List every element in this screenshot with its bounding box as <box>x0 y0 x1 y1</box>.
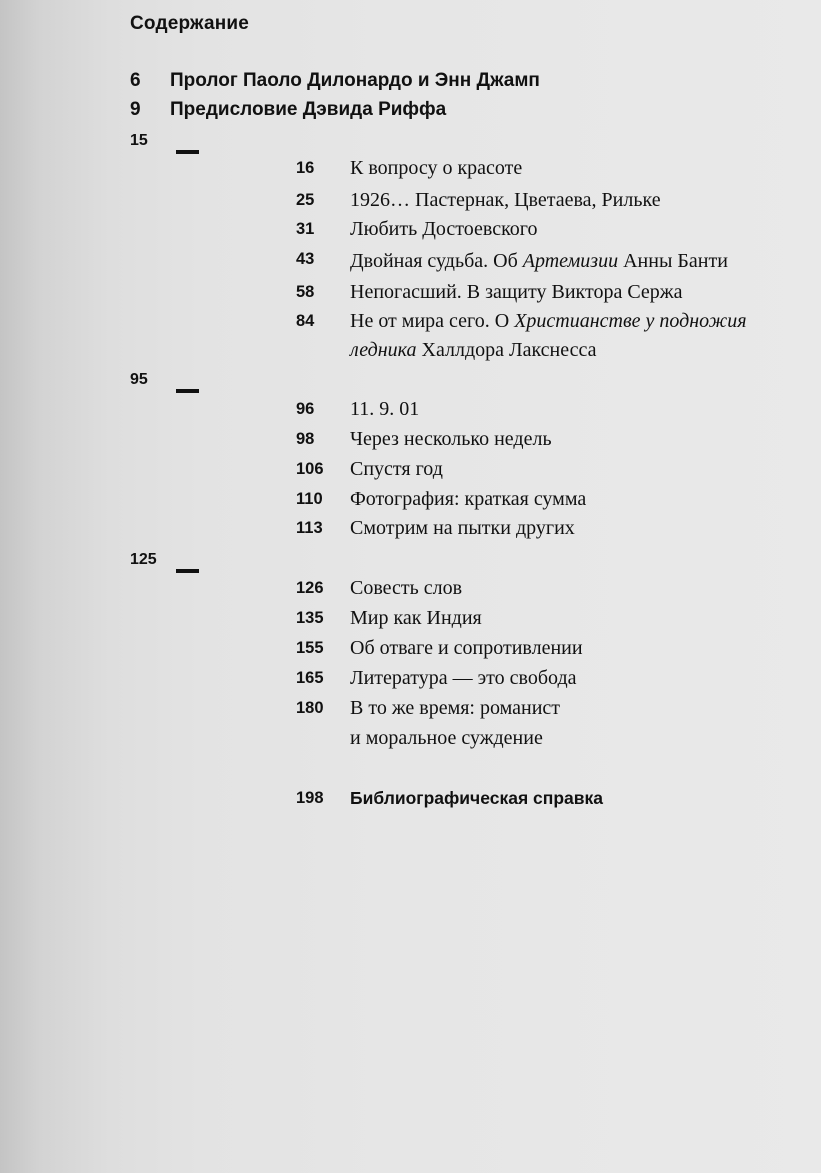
section-2-page: 95 <box>130 371 148 388</box>
entry-title[interactable]: Об отваге и сопротивлении <box>350 637 583 659</box>
entry-title[interactable]: Смотрим на пытки других <box>350 517 575 539</box>
section-3-page: 125 <box>130 551 157 568</box>
entry-title-continuation[interactable]: и моральное суждение <box>350 727 543 749</box>
toc-entry-prologue[interactable] <box>130 68 540 94</box>
entry-page-number: 113 <box>296 519 323 537</box>
entry-title[interactable]: Фотография: краткая сумма <box>350 488 587 510</box>
entry-page-number: 165 <box>296 669 324 687</box>
entry-page-number: 180 <box>296 699 324 717</box>
entry-title[interactable]: 11. 9. 01 <box>350 398 420 420</box>
entry-title[interactable]: В то же время: романист <box>350 697 561 719</box>
section-1-page: 15 <box>130 132 148 149</box>
entry-title: Пролог Паоло Дилонардо и Энн Джамп <box>170 70 540 91</box>
entry-page-number: 106 <box>296 460 324 478</box>
entry-title[interactable]: Литература — это свобода <box>350 667 577 689</box>
entry-page-number: 110 <box>296 490 323 508</box>
page-number: 9 <box>130 99 141 120</box>
entry-title[interactable]: Любить Достоевского <box>350 218 538 240</box>
entry-page-number: 84 <box>296 312 315 330</box>
entry-page-number: 198 <box>296 789 324 807</box>
section-1-dash <box>176 150 199 154</box>
page-number: 6 <box>130 70 141 91</box>
entry-title[interactable]: Совесть слов <box>350 577 463 599</box>
entry-title[interactable]: 1926… Пастернак, Цветаева, Рильке <box>350 189 661 211</box>
section-2-dash <box>176 389 199 393</box>
entry-page-number: 96 <box>296 400 315 418</box>
entry-title[interactable]: К вопросу о красоте <box>350 157 523 179</box>
entry-page-number: 43 <box>296 250 315 268</box>
entry-page-number: 155 <box>296 639 324 657</box>
entry-title[interactable]: Не от мира сего. О Христианстве у подножия <box>350 310 747 332</box>
entry-page-number: 25 <box>296 191 315 209</box>
entry-page-number: 126 <box>296 579 324 597</box>
toc-entry-bibliography[interactable]: Библиографическая справка <box>350 788 603 808</box>
entry-title[interactable]: Двойная судьба. Об Артемизии Анны Банти <box>350 250 728 272</box>
entry-title[interactable]: Через несколько недель <box>350 428 552 450</box>
entry-title: Предисловие Дэвида Риффа <box>170 99 447 120</box>
entry-page-number: 98 <box>296 430 315 448</box>
page-title: Содержание <box>130 13 250 34</box>
entry-title[interactable]: Мир как Индия <box>350 607 482 629</box>
entry-page-number: 58 <box>296 283 315 301</box>
entry-page-number: 135 <box>296 609 324 627</box>
entry-title[interactable]: Спустя год <box>350 458 443 480</box>
section-3-dash <box>176 569 199 573</box>
entry-title-continuation[interactable]: ледника Халлдора Лакснесса <box>350 339 597 361</box>
toc-entry-foreword[interactable] <box>130 97 446 123</box>
entry-title[interactable]: Непогасший. В защиту Виктора Сержа <box>350 281 683 303</box>
entry-page-number: 16 <box>296 159 315 177</box>
entry-page-number: 31 <box>296 220 315 238</box>
